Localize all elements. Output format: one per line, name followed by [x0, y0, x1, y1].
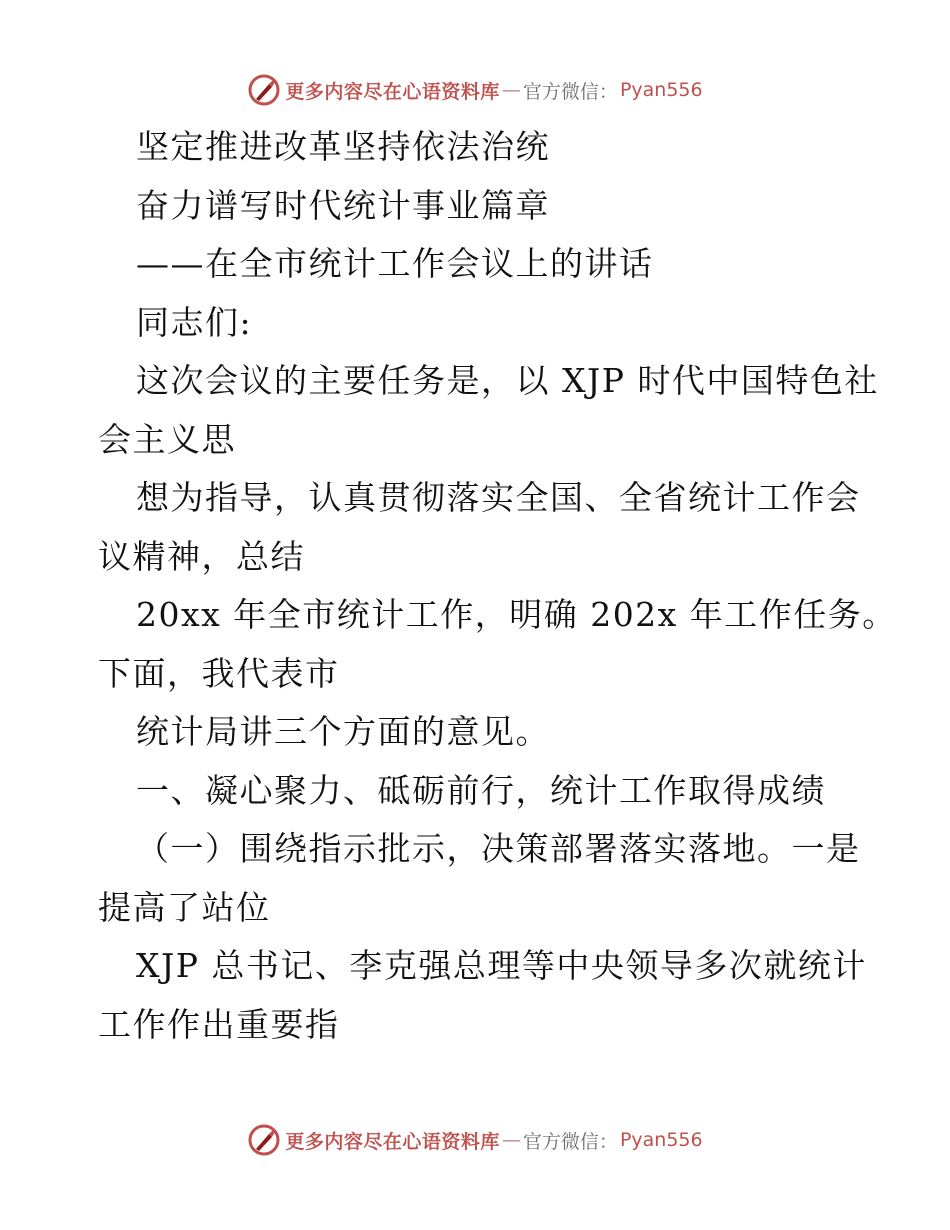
text-line: 想为指导，认真贯彻落实全国、全省统计工作会 [136, 478, 861, 517]
text-line: 坚定推进改革坚持依法治统 [136, 127, 550, 166]
text-line: 统计局讲三个方面的意见。 [136, 712, 550, 751]
banner-sub-text: 官方微信： [522, 80, 618, 103]
header-watermark-banner [0, 70, 950, 110]
banner-wechat-id: Pyan556 [619, 79, 703, 101]
banner-main-text: 更多内容尽在心语资料库 [285, 80, 500, 103]
banner-sub-text: 官方微信： [522, 1130, 618, 1153]
pen-logo-icon [247, 1123, 281, 1157]
text-line: XJP 总书记、李克强总理等中央领导多次就统计 [136, 946, 867, 985]
text-line: 20xx 年全市统计工作，明确 202x 年工作任务。 [136, 595, 897, 634]
document-body [98, 118, 897, 1054]
text-line: 这次会议的主要任务是，以 XJP 时代中国特色社 [136, 361, 879, 400]
text-line: 一、凝心聚力、砥砺前行，统计工作取得成绩 [136, 770, 826, 810]
banner-wechat-id: Pyan556 [619, 1129, 703, 1151]
banner-dash: — [501, 79, 521, 101]
footer-watermark-banner [0, 1120, 950, 1160]
text-line: 议精神，总结 [98, 536, 305, 576]
text-line: 提高了站位 [98, 887, 271, 927]
text-line: 工作作出重要指 [98, 1004, 340, 1044]
text-line: （一）围绕指示批示，决策部署落实落地。一是 [136, 829, 861, 868]
text-line: 会主义思 [98, 419, 236, 459]
text-line: 奋力谱写时代统计事业篇章 [136, 185, 550, 225]
text-line: 同志们: [136, 302, 253, 342]
text-line: 下面，我代表市 [98, 653, 340, 693]
banner-main-text: 更多内容尽在心语资料库 [285, 1130, 500, 1153]
banner-dash: — [501, 1129, 521, 1151]
pen-logo-icon [247, 73, 281, 107]
text-line: ——在全市统计工作会议上的讲话 [136, 244, 654, 283]
